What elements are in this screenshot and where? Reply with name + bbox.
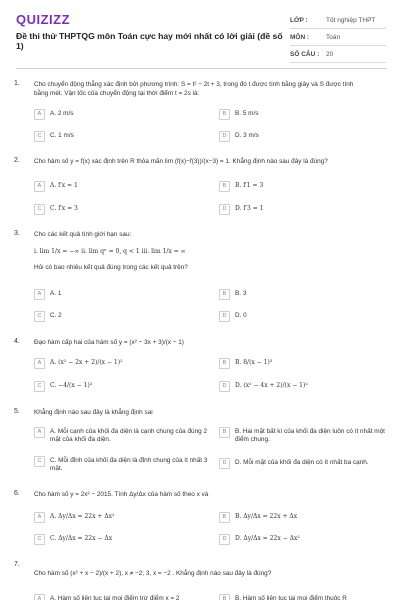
option-letter: B bbox=[219, 289, 230, 300]
question-4 bbox=[14, 338, 386, 398]
option-letter: C bbox=[34, 456, 45, 467]
meta-class-row bbox=[290, 12, 386, 29]
option-letter: C bbox=[34, 311, 45, 322]
option-c[interactable] bbox=[34, 534, 112, 545]
option-letter: A bbox=[34, 512, 45, 523]
option-d[interactable] bbox=[219, 458, 386, 469]
option-text: C. 1 m/s bbox=[50, 131, 74, 139]
option-letter: A bbox=[34, 427, 45, 438]
question-text bbox=[34, 157, 386, 166]
question-text bbox=[34, 80, 386, 98]
question-line: Đạo hàm cấp hai của hàm số y = (x² − 3x + 3)/(x − 1) bbox=[34, 339, 184, 346]
worksheet-meta bbox=[290, 12, 386, 63]
option-text: D. f′3 = 1 bbox=[235, 204, 264, 212]
option-a[interactable] bbox=[34, 427, 219, 445]
meta-class-value: Tốt nghiệp THPT bbox=[326, 16, 376, 24]
option-text: D. Δy/Δx = 22x − Δx² bbox=[235, 534, 300, 542]
option-letter: D bbox=[219, 131, 230, 142]
option-letter: A bbox=[34, 109, 45, 120]
option-b[interactable] bbox=[219, 181, 263, 192]
option-letter: A bbox=[34, 594, 45, 600]
option-a[interactable] bbox=[34, 512, 114, 523]
meta-count-label: SỐ CÂU : bbox=[290, 50, 320, 58]
meta-count-value: 20 bbox=[326, 50, 334, 58]
question-6 bbox=[14, 490, 386, 548]
question-number: 6. bbox=[14, 490, 20, 497]
option-d[interactable] bbox=[219, 131, 259, 142]
question-number: 4. bbox=[14, 338, 20, 345]
option-letter: D bbox=[219, 311, 230, 322]
option-text: C. 2 bbox=[50, 311, 62, 319]
option-letter: D bbox=[219, 534, 230, 545]
meta-count-row bbox=[290, 46, 386, 63]
question-number: 2. bbox=[14, 157, 20, 164]
option-text: A. Hàm số liên tục tại mọi điểm trừ điểm x = 2 bbox=[50, 594, 180, 600]
worksheet-header bbox=[16, 12, 386, 64]
option-text: D. (x² − 4x + 2)/(x − 1)² bbox=[235, 381, 308, 389]
option-text: B. 5 m/s bbox=[235, 109, 259, 117]
option-b[interactable] bbox=[219, 512, 297, 523]
option-letter: B bbox=[219, 512, 230, 523]
option-letter: D bbox=[219, 204, 230, 215]
option-a[interactable] bbox=[34, 594, 179, 600]
option-c[interactable] bbox=[34, 456, 219, 474]
option-letter: D bbox=[219, 458, 230, 469]
question-3 bbox=[14, 230, 386, 325]
option-b[interactable] bbox=[219, 358, 272, 369]
option-b[interactable] bbox=[219, 427, 386, 445]
question-line: Khẳng định nào sau đây là khẳng định sai bbox=[34, 409, 153, 416]
option-c[interactable] bbox=[34, 381, 92, 392]
option-d[interactable] bbox=[219, 534, 300, 545]
meta-subject-value: Toán bbox=[326, 33, 341, 41]
option-text: A. Mỗi cạnh của khối đa diện là cạnh chung của đúng 2 mặt của khối đa diện. bbox=[50, 427, 208, 443]
option-letter: C bbox=[34, 131, 45, 142]
question-text bbox=[34, 569, 386, 578]
option-text: A. 2 m/s bbox=[50, 109, 74, 117]
option-letter: A bbox=[34, 289, 45, 300]
option-text: A. f′x = 1 bbox=[50, 181, 78, 189]
page-title: Đề thi thử THPTQG môn Toán cực hay mới nhất có lời giải (đề số 1) bbox=[16, 31, 283, 51]
meta-subject-row bbox=[290, 29, 386, 46]
header-divider bbox=[16, 68, 386, 69]
question-number: 1. bbox=[14, 80, 20, 87]
option-text: C. f′x = 3 bbox=[50, 204, 78, 212]
option-letter: C bbox=[34, 204, 45, 215]
meta-class-label: LỚP : bbox=[290, 16, 308, 24]
option-text: D. Mỗi mặt của khối đa diện có ít nhất ba cạnh. bbox=[235, 458, 369, 466]
option-letter: A bbox=[34, 358, 45, 369]
option-letter: C bbox=[34, 534, 45, 545]
option-d[interactable] bbox=[219, 204, 263, 215]
quizizz-logo: QUIZIZZ bbox=[16, 12, 71, 27]
question-text bbox=[34, 230, 386, 272]
option-a[interactable] bbox=[34, 181, 78, 192]
option-text: B. 3 bbox=[235, 289, 247, 297]
option-text: D. 0 bbox=[235, 311, 247, 319]
option-text: C. Mỗi đỉnh của khối đa diện là đỉnh chung của ít nhất 3 mặt. bbox=[50, 456, 208, 472]
option-a[interactable] bbox=[34, 109, 73, 120]
question-number: 7. bbox=[14, 561, 20, 568]
question-text bbox=[34, 408, 386, 417]
option-letter: B bbox=[219, 181, 230, 192]
option-letter: D bbox=[219, 381, 230, 392]
question-2 bbox=[14, 157, 386, 217]
question-7 bbox=[14, 561, 386, 600]
question-line: i. lim 1/x = −∞ ii. lim qⁿ = 0, q < 1 iii. lim 1/x = ∞ bbox=[34, 248, 186, 255]
question-line: Cho hàm số (x² + x − 2)/(x + 2), x ≠ −2; 3, x = −2 . Khẳng định nào sau đây là đúng? bbox=[34, 570, 272, 577]
question-text bbox=[34, 338, 386, 347]
option-letter: B bbox=[219, 594, 230, 600]
option-text: A. (x² − 2x + 2)/(x − 1)² bbox=[50, 358, 123, 366]
option-text: B. Hàm số liên tục tại mọi điểm thuộc R bbox=[235, 594, 347, 600]
option-d[interactable] bbox=[219, 381, 308, 392]
question-number: 5. bbox=[14, 408, 20, 415]
question-line: Hỏi có bao nhiêu kết quả đúng trong các kết quả trên? bbox=[34, 264, 188, 271]
option-text: C. Δy/Δx = 22x − Δx bbox=[50, 534, 113, 542]
option-letter: B bbox=[219, 427, 230, 438]
question-number: 3. bbox=[14, 230, 20, 237]
option-b[interactable] bbox=[219, 109, 258, 120]
option-text: A. Δy/Δx = 22x + Δx² bbox=[50, 512, 115, 520]
question-line: Cho hàm số y = f(x) xác định trên R thỏa mãn lim (f(x)−f(3))/(x−3) = 1. Khẳng định nào sau đây là đúng? bbox=[34, 158, 328, 165]
option-text: B. Hai mặt bất kì của khối đa diện luôn có ít nhất một điểm chung. bbox=[235, 427, 385, 443]
option-d[interactable] bbox=[219, 311, 247, 322]
question-text bbox=[34, 490, 386, 499]
question-line: Cho chuyển động thẳng xác định bởi phương trình: S = t² − 2t + 3, trong đó t được tính bằng giây và S được tính bbox=[34, 81, 354, 88]
option-letter: C bbox=[34, 381, 45, 392]
option-a[interactable] bbox=[34, 358, 122, 369]
option-text: B. 8/(x − 1)³ bbox=[235, 358, 273, 366]
option-letter: A bbox=[34, 181, 45, 192]
option-b[interactable] bbox=[219, 594, 347, 600]
question-5 bbox=[14, 408, 386, 478]
question-line: Cho các kết quả tính giới hạn sau: bbox=[34, 231, 132, 238]
option-letter: B bbox=[219, 358, 230, 369]
meta-subject-label: MÔN : bbox=[290, 33, 310, 41]
option-c[interactable] bbox=[34, 311, 62, 322]
option-text: B. f′1 = 3 bbox=[235, 181, 264, 189]
option-c[interactable] bbox=[34, 204, 78, 215]
question-line: Cho hàm số y = 2x² − 2015. Tính Δy/Δx của hàm số theo x và bbox=[34, 491, 209, 498]
question-line: bằng mét. Vận tốc của chuyển động tại thời điểm t = 2s là: bbox=[34, 90, 200, 97]
question-1 bbox=[14, 80, 386, 150]
option-b[interactable] bbox=[219, 289, 246, 300]
option-c[interactable] bbox=[34, 131, 74, 142]
option-text: D. 3 m/s bbox=[235, 131, 259, 139]
option-a[interactable] bbox=[34, 289, 61, 300]
option-text: A. 1 bbox=[50, 289, 62, 297]
option-text: B. Δy/Δx = 22x + Δx bbox=[235, 512, 298, 520]
option-letter: B bbox=[219, 109, 230, 120]
option-text: C. −4/(x − 1)³ bbox=[50, 381, 93, 389]
